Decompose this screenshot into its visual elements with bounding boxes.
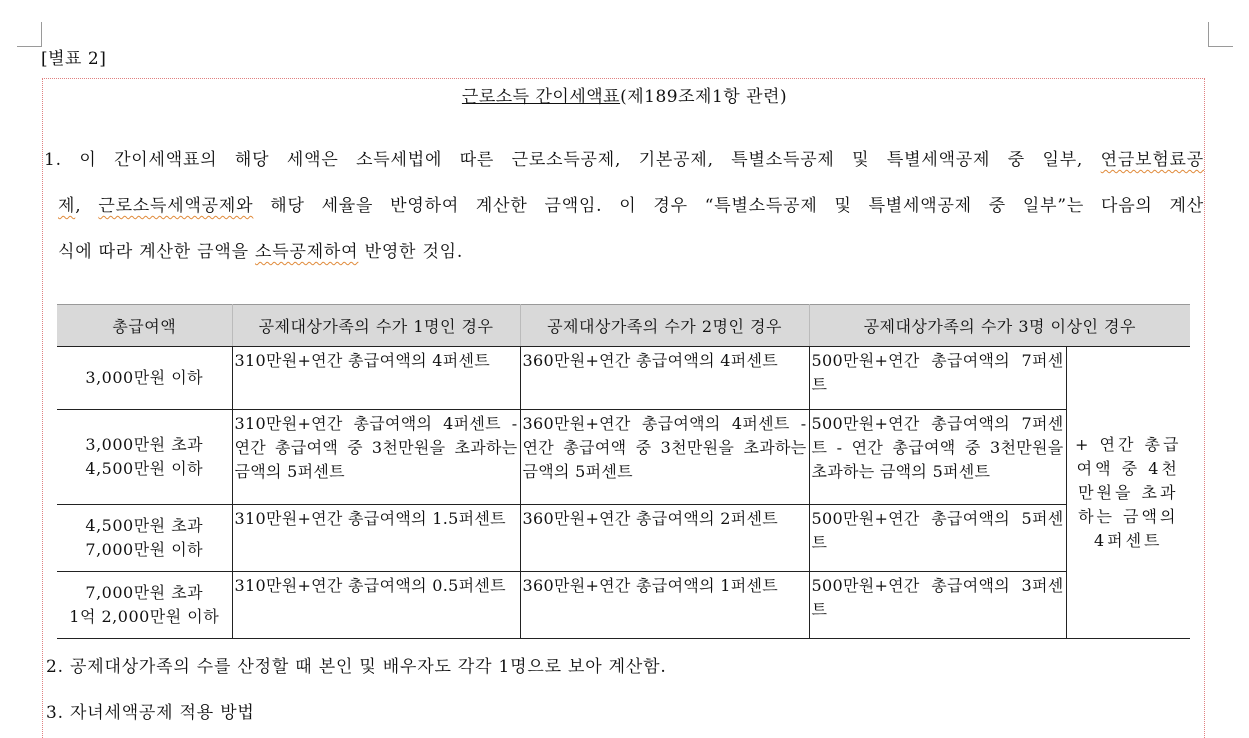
row-label-line: 3,000만원 초과 xyxy=(85,435,204,454)
table-row xyxy=(57,410,1190,505)
row-label-line: 7,000만원 초과 xyxy=(85,583,204,602)
table-row xyxy=(57,347,1190,410)
cell-one-dependent: 310만원+연간 총급여액의 4퍼센트 xyxy=(232,347,520,410)
cell-three-plus-dependents: 500만원+연간 총급여액의 3퍼센트 xyxy=(809,572,1066,639)
text-run: 식에 따라 계산한 금액을 xyxy=(58,242,256,262)
header-total-salary: 총급여액 xyxy=(57,305,232,347)
table-row xyxy=(57,505,1190,572)
row-label-line: 7,000만원 이하 xyxy=(85,540,204,559)
paragraph-1-line-2 xyxy=(44,192,1204,238)
item-2: 2. 공제대상가족의 수를 산정할 때 본인 및 배우자도 각각 1명으로 보아 계산함. xyxy=(46,657,667,677)
cell-two-dependents: 360만원+연간 총급여액의 1퍼센트 xyxy=(520,572,809,639)
paragraph-1-line-3 xyxy=(44,238,1204,284)
row-label xyxy=(57,410,232,505)
text-run: , xyxy=(75,196,99,216)
cell-one-dependent: 310만원+연간 총급여액의 1.5퍼센트 xyxy=(232,505,520,572)
spellcheck-word[interactable]: 소득공제하여 xyxy=(255,242,359,262)
row-label-line: 1억 2,000만원 이하 xyxy=(69,607,220,626)
cell-two-dependents: 360만원+연간 총급여액의 2퍼센트 xyxy=(520,505,809,572)
cell-three-plus-dependents: 500만원+연간 총급여액의 5퍼센트 xyxy=(809,505,1066,572)
spellcheck-word[interactable]: 근로소득세액공제와 xyxy=(98,196,254,216)
deduction-table xyxy=(57,304,1190,639)
paragraph-1-line-1 xyxy=(44,146,1204,192)
row-label-line: 4,500만원 이하 xyxy=(85,459,204,478)
paragraph-1 xyxy=(44,146,1204,284)
header-three-plus-dependents: 공제대상가족의 수가 3명 이상인 경우 xyxy=(809,305,1190,347)
text-run: 1. 이 간이세액표의 해당 세액은 소득세법에 따른 근로소득공제, 기본공제, 특별소득공제 및 특별세액공제 중 일부, xyxy=(44,150,1101,170)
title-main: 근로소득 간이세액표 xyxy=(461,87,621,107)
cell-three-plus-dependents: 500만원+연간 총급여액의 7퍼센트 - 연간 총급여액 중 3천만원을 초과하는 금액의 5퍼센트 xyxy=(809,410,1066,505)
title-suffix: (제189조제1항 관련) xyxy=(620,87,788,107)
additional-deduction-note: + 연간 총급여액 중 4천만원을 초과하는 금액의 4퍼센트 xyxy=(1066,347,1190,639)
text-run: 해당 세율을 반영하여 계산한 금액임. 이 경우 “특별소득공제 및 특별세액공제 중 일부”는 다음의 계산 xyxy=(253,196,1204,216)
row-label xyxy=(57,572,232,639)
cell-two-dependents: 360만원+연간 총급여액의 4퍼센트 - 연간 총급여액 중 3천만원을 초과하는 금액의 5퍼센트 xyxy=(520,410,809,505)
table-row xyxy=(57,572,1190,639)
header-one-dependent: 공제대상가족의 수가 1명인 경우 xyxy=(232,305,520,347)
spellcheck-word[interactable]: 제 xyxy=(58,196,76,216)
text-run: 반영한 것임. xyxy=(358,242,464,262)
cell-one-dependent: 310만원+연간 총급여액의 4퍼센트 - 연간 총급여액 중 3천만원을 초과하는 금액의 5퍼센트 xyxy=(232,410,520,505)
annex-label: [별표 2] xyxy=(41,49,107,69)
page-corner-mark-left xyxy=(17,22,42,47)
cell-three-plus-dependents: 500만원+연간 총급여액의 7퍼센트 xyxy=(809,347,1066,410)
row-label: 3,000만원 이하 xyxy=(57,347,232,410)
row-label xyxy=(57,505,232,572)
cell-two-dependents: 360만원+연간 총급여액의 4퍼센트 xyxy=(520,347,809,410)
item-3-heading: 3. 자녀세액공제 적용 방법 xyxy=(46,703,255,723)
document-title xyxy=(0,82,1249,107)
page-corner-mark-right xyxy=(1208,22,1233,47)
row-label-line: 4,500만원 초과 xyxy=(85,516,204,535)
spellcheck-word[interactable]: 연금보험료공 xyxy=(1100,150,1204,170)
table-header-row xyxy=(57,305,1190,347)
header-two-dependents: 공제대상가족의 수가 2명인 경우 xyxy=(520,305,809,347)
cell-one-dependent: 310만원+연간 총급여액의 0.5퍼센트 xyxy=(232,572,520,639)
